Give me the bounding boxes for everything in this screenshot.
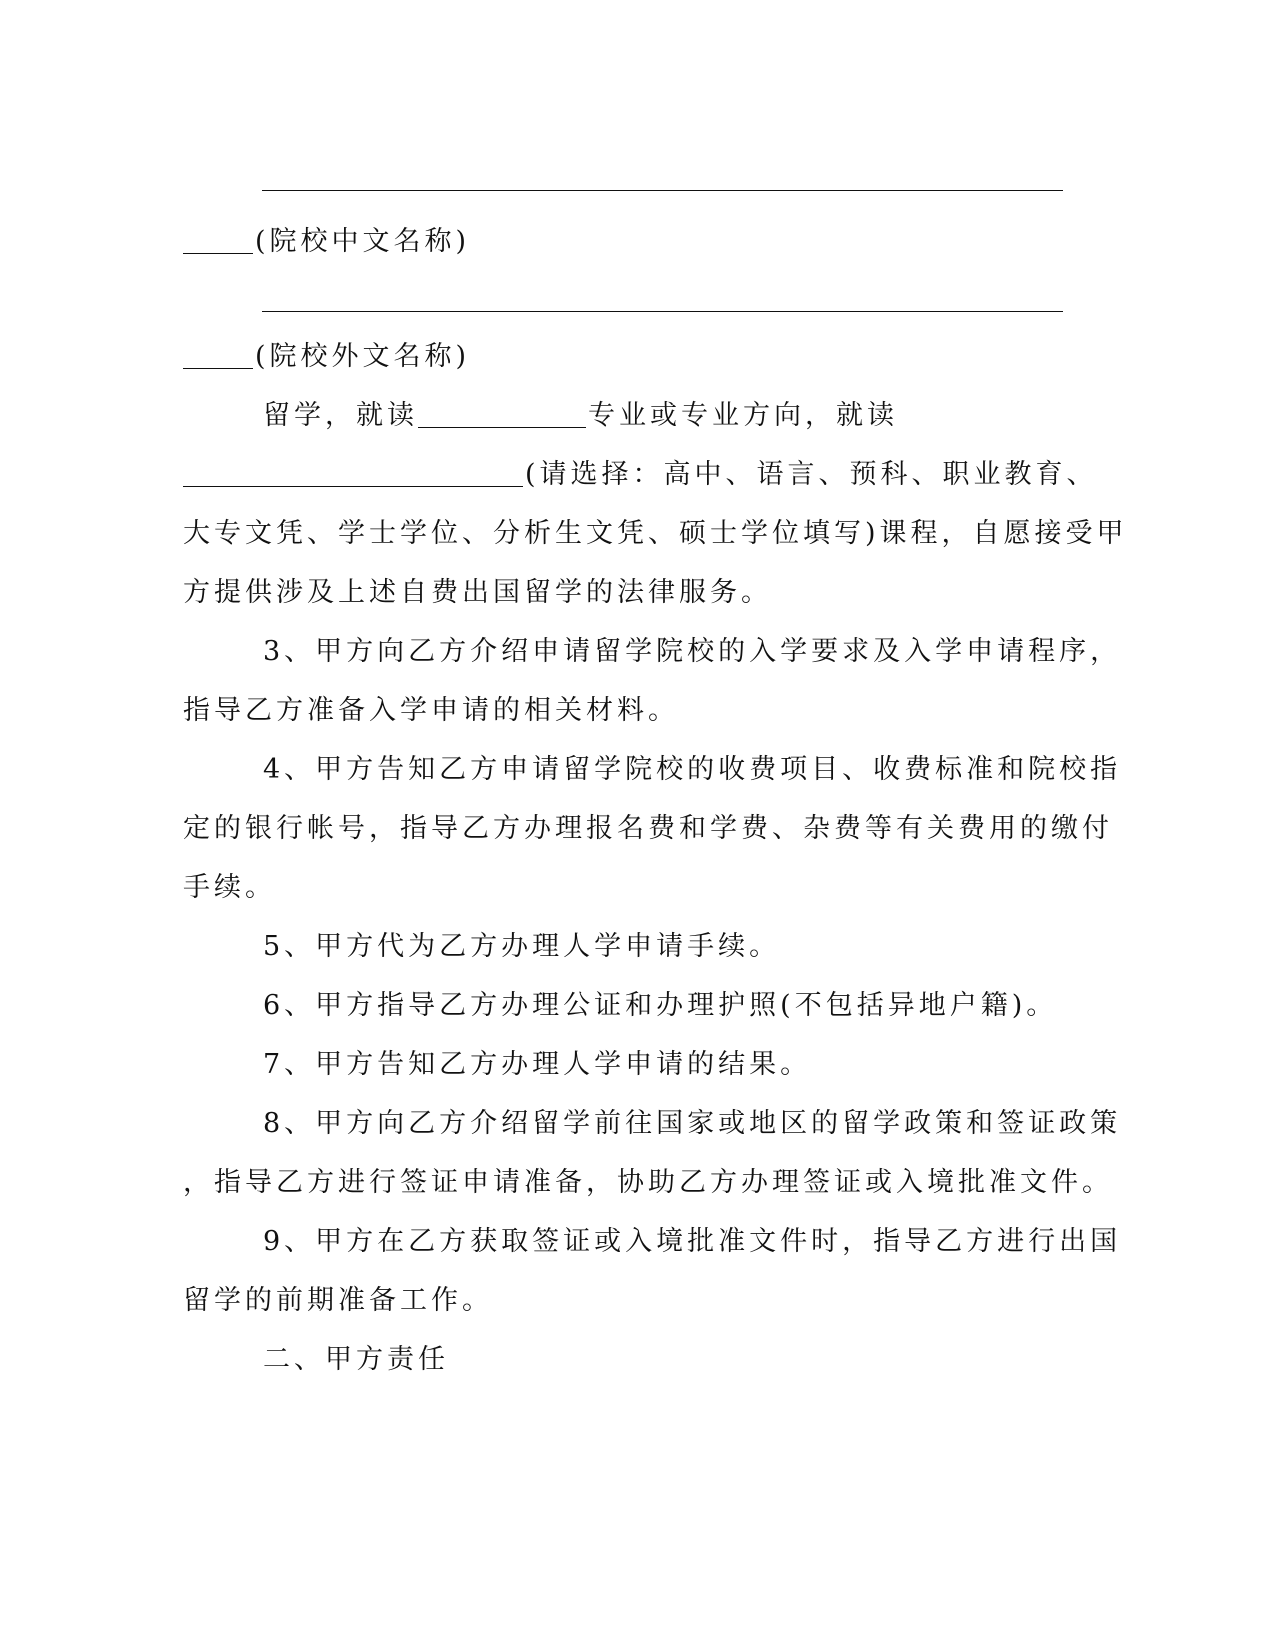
school-foreign-blank-rule[interactable]: [262, 311, 1063, 312]
school-foreign-label: (院校外文名称): [255, 341, 471, 372]
item4-line-1: 4、甲方告知乙方申请留学院校的收费项目、收费标准和院校指: [263, 754, 1122, 785]
item8-line-2: ，指导乙方进行签证申请准备，协助乙方办理签证或入境批准文件。: [183, 1167, 1113, 1198]
item3-line-1: 3、甲方向乙方介绍申请留学院校的入学要求及入学申请程序，: [263, 636, 1122, 667]
school-cn-line: [183, 222, 1063, 262]
study-line: [263, 396, 1143, 436]
item4-line-3: 手续。: [183, 872, 276, 903]
item7-line-1: 7、甲方告知乙方办理人学申请的结果。: [263, 1049, 812, 1080]
school-cn-blank[interactable]: [183, 223, 253, 254]
item8-line-1: 8、甲方向乙方介绍留学前往国家或地区的留学政策和签证政策: [263, 1108, 1122, 1139]
item5-line-1: 5、甲方代为乙方办理人学申请手续。: [263, 931, 781, 962]
item3-line-2: 指导乙方准备入学申请的相关材料。: [183, 695, 679, 726]
school-cn-label: (院校中文名称): [255, 226, 471, 257]
item9-line-1: 9、甲方在乙方获取签证或入境批准文件时，指导乙方进行出国: [263, 1226, 1122, 1257]
school-foreign-blank[interactable]: [183, 338, 253, 369]
school-foreign-line: [183, 337, 1063, 377]
course-options: (请选择：高中、语言、预科、职业教育、: [525, 459, 1098, 490]
school-cn-blank-rule[interactable]: [262, 190, 1063, 191]
service-line-1: 大专文凭、学士学位、分析生文凭、硕士学位填写)课程，自愿接受甲: [183, 518, 1128, 549]
item9-line-2: 留学的前期准备工作。: [183, 1285, 493, 1316]
major-blank[interactable]: [418, 397, 586, 428]
study-middle: 专业或专业方向，就读: [588, 400, 898, 431]
course-line: [183, 455, 1098, 495]
section-heading-party-a-responsibility: 二、甲方责任: [263, 1344, 449, 1375]
study-prefix: 留学，就读: [263, 400, 418, 431]
item4-line-2: 定的银行帐号，指导乙方办理报名费和学费、杂费等有关费用的缴付: [183, 813, 1113, 844]
course-blank[interactable]: [183, 456, 523, 487]
item6-line-1: 6、甲方指导乙方办理公证和办理护照(不包括异地户籍)。: [263, 990, 1058, 1021]
service-line-2: 方提供涉及上述自费出国留学的法律服务。: [183, 577, 772, 608]
